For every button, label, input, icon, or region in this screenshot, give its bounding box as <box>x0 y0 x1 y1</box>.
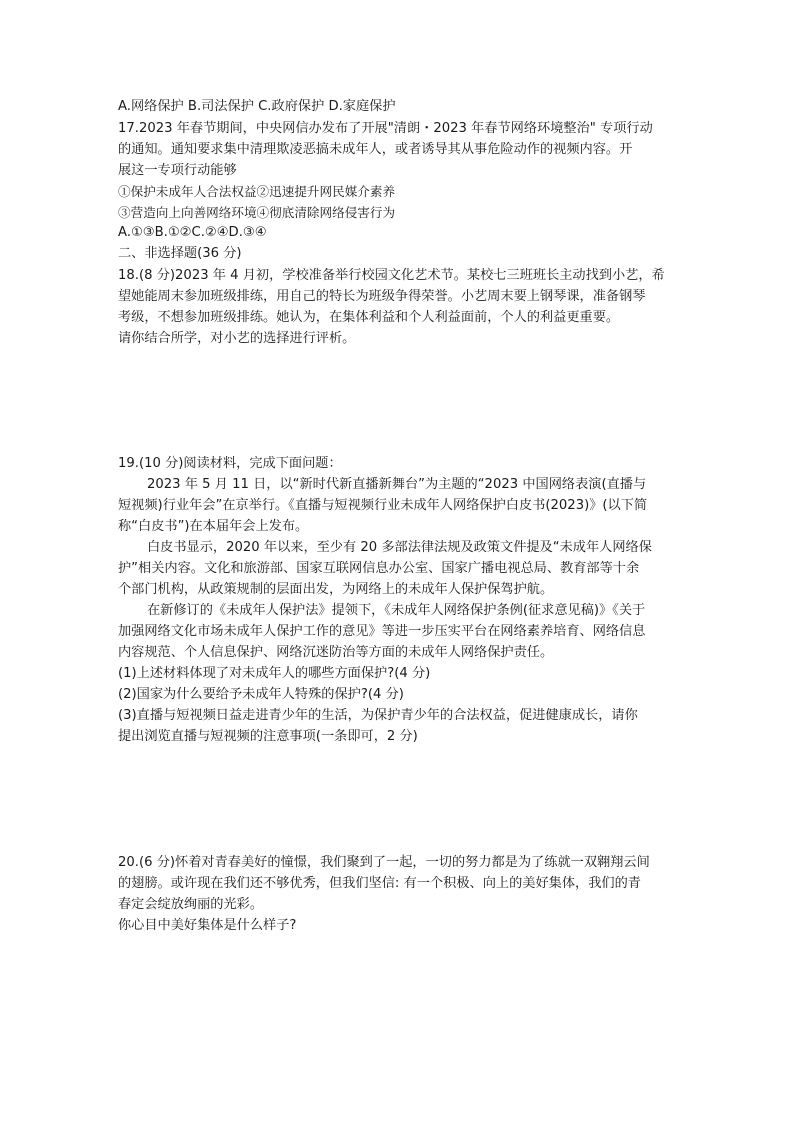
q18-line-4: 请你结合所学，对小艺的选择进行评析。 <box>118 331 356 346</box>
q19-subquestion-3-line-2: 提出浏览直播与短视频的注意事项(一条即可，2 分) <box>118 729 418 744</box>
q20-line-3: 春定会绽放绚丽的光彩。 <box>118 897 264 912</box>
q20-line-2: 的翅膀。或许现在我们还不够优秀，但我们坚信: 有一个积极、向上的美好集体，我们的青 <box>118 876 641 891</box>
q17-line-3: 展这一专项行动能够 <box>118 163 237 178</box>
q17-line-1: 17.2023 年春节期间，中央网信办发布了开展"清朗・2023 年春节网络环境整治" 专项行动 <box>118 121 653 136</box>
q19-para3-line-3: 内容规范、个人信息保护、网络沉迷防治等方面的未成年人网络保护责任。 <box>118 645 554 660</box>
q17-options: A.①③B.①②C.②④D.③④ <box>118 225 267 240</box>
q18-line-2: 望她能周末参加班级排练，用自己的特长为班级争得荣誉。小艺周末要上钢琴课，准备钢琴 <box>118 289 646 304</box>
q18-line-1: 18.(8 分)2023 年 4 月初，学校准备举行校园文化艺术节。某校七三班班长主动找到小艺，希 <box>118 268 665 283</box>
q19-heading: 19.(10 分)阅读材料，完成下面问题： <box>118 456 342 471</box>
q19-para1-line-3: 称“白皮书”)在本届年会上发布。 <box>118 519 309 534</box>
q19-para2-line-1: 白皮书显示，2020 年以来，至少有 20 多部法律法规及政策文件提及“未成年人网络保 <box>147 540 652 555</box>
q19-para3-line-2: 加强网络文化市场未成年人保护工作的意见》等进一步压实平台在网络素养培育、网络信息 <box>118 624 646 639</box>
q17-statement-2: ③营造向上向善网络环境④彻底清除网络侵害行为 <box>118 205 396 220</box>
q19-subquestion-2: (2)国家为什么要给予未成年人特殊的保护?(4 分) <box>118 687 404 702</box>
q19-para2-line-2: 护”相关内容。文化和旅游部、国家互联网信息办公室、国家广播电视总局、教育部等十余 <box>118 561 640 576</box>
q19-para3-line-1: 在新修订的《未成年人保护法》提领下，《未成年人网络保护条例(征求意见稿)》《关于 <box>147 603 646 618</box>
q19-para1-line-2: 短视频)行业年会”在京举行。《直播与短视频行业未成年人网络保护白皮书(2023)》(以下简 <box>118 498 648 513</box>
q19-subquestion-1: (1)上述材料体现了对未成年人的哪些方面保护?(4 分) <box>118 666 431 681</box>
q20-line-4: 你心目中美好集体是什么样子? <box>118 918 297 933</box>
q19-subquestion-3-line-1: (3)直播与短视频日益走进青少年的生活，为保护青少年的合法权益，促进健康成长，请你 <box>118 708 638 723</box>
q19-para2-line-3: 个部门机构，从政策规制的层面出发，为网络上的未成年人保护保驾护航。 <box>118 582 554 597</box>
q16-options: A.网络保护 B.司法保护 C.政府保护 D.家庭保护 <box>118 99 396 114</box>
q17-statement-1: ①保护未成年人合法权益②迅速提升网民媒介素养 <box>118 184 396 199</box>
section-2-title: 二、非选择题(36 分) <box>118 246 242 261</box>
q18-line-3: 考级，不想参加班级排练。她认为，在集体利益和个人利益面前，个人的利益更重要。 <box>118 310 620 325</box>
q17-line-2: 的通知。通知要求集中清理欺凌恶搞未成年人，或者诱导其从事危险动作的视频内容。开 <box>118 142 633 157</box>
q19-para1-line-1: 2023 年 5 月 11 日，以“新时代新直播新舞台”为主题的“2023 中国网络表演(直播与 <box>147 477 647 492</box>
q20-line-1: 20.(6 分)怀着对青春美好的憧憬，我们聚到了一起，一切的努力都是为了练就一双翱翔云间 <box>118 855 650 870</box>
